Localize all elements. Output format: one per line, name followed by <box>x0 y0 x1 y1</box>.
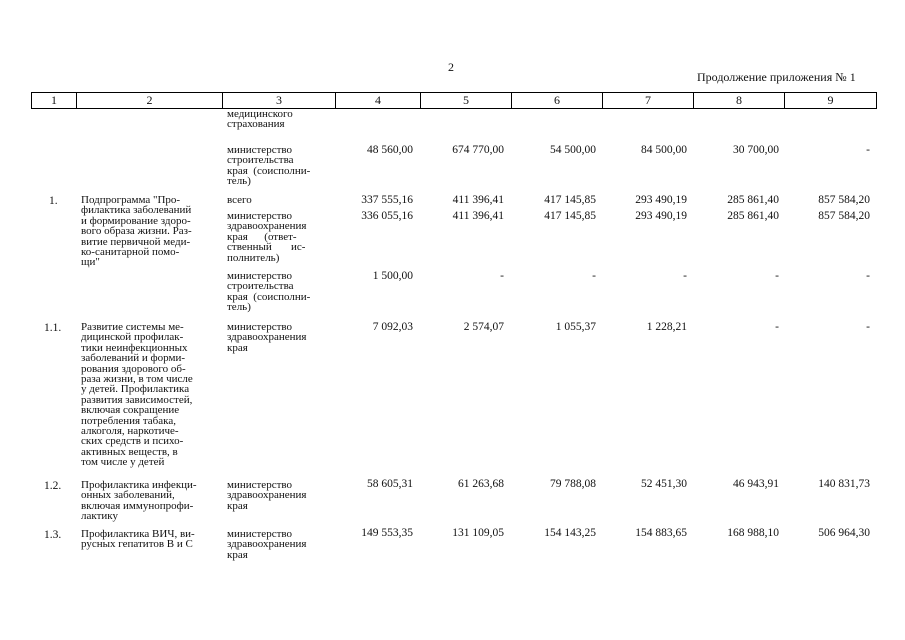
value-cell-col8: 46 943,91 <box>733 478 779 490</box>
executor-cell: министерство здравоохранения края (ответ- ственный ис- полнитель) <box>227 210 307 264</box>
value-cell-col5: 2 574,07 <box>463 321 504 333</box>
page-number: 2 <box>448 60 454 74</box>
value-cell-col4: 336 055,16 <box>361 210 413 222</box>
executor-cell: министерство здравоохранения края <box>227 479 307 512</box>
value-cell-col4: 58 605,31 <box>367 478 413 490</box>
value-cell-col8: 30 700,00 <box>733 144 779 156</box>
value-cell-col7: 1 228,21 <box>646 321 687 333</box>
executor-cell: министерство строительства края (соисполни- тель) <box>227 270 311 314</box>
value-cell-col6: - <box>592 270 596 282</box>
value-cell-col8: 285 861,40 <box>727 194 779 206</box>
row-number-cell: 1.1. <box>44 322 62 334</box>
value-cell-col5: 411 396,41 <box>452 194 504 206</box>
value-cell-col9: - <box>866 144 870 156</box>
value-cell-col9: 506 964,30 <box>818 527 870 539</box>
value-cell-col6: 417 145,85 <box>544 194 596 206</box>
column-header-2: 2 <box>76 92 222 108</box>
executor-cell: министерство здравоохранения края <box>227 528 307 561</box>
value-cell-col6: 79 788,08 <box>550 478 596 490</box>
value-cell-col6: 54 500,00 <box>550 144 596 156</box>
value-cell-col9: - <box>866 321 870 333</box>
row-number-cell: 1.3. <box>44 529 62 541</box>
column-header-6: 6 <box>511 92 602 108</box>
value-cell-col5: 61 263,68 <box>458 478 504 490</box>
column-header-3: 3 <box>222 92 335 108</box>
column-header-7: 7 <box>602 92 693 108</box>
executor-cell: министерство здравоохранения края <box>227 321 307 354</box>
value-cell-col4: 7 092,03 <box>372 321 413 333</box>
column-header-4: 4 <box>335 92 420 108</box>
value-cell-col4: 337 555,16 <box>361 194 413 206</box>
value-cell-col7: 293 490,19 <box>635 194 687 206</box>
row-name-cell: Профилактика ВИЧ, ви- русных гепатитов В и С <box>81 528 195 551</box>
value-cell-col5: 131 109,05 <box>452 527 504 539</box>
value-cell-col4: 1 500,00 <box>372 270 413 282</box>
value-cell-col8: - <box>775 321 779 333</box>
value-cell-col8: - <box>775 270 779 282</box>
row-name-cell: Развитие системы ме- дицинской профилак- тики неинфекционных заболеваний и форми- рования здорового об- раза жизни, в том числе у детей. Профилактика развития зависимостей, включая сокращение потребления табака, алкоголя, наркотиче- ских средств и психо- активных веществ, в том числе у детей <box>81 321 193 469</box>
value-cell-col7: 84 500,00 <box>641 144 687 156</box>
row-number-cell: 1.2. <box>44 480 62 492</box>
value-cell-col6: 1 055,37 <box>555 321 596 333</box>
value-cell-col5: - <box>500 270 504 282</box>
executor-cell: всего <box>227 194 252 206</box>
value-cell-col9: 140 831,73 <box>818 478 870 490</box>
column-header-1: 1 <box>31 92 76 108</box>
value-cell-col9: 857 584,20 <box>818 210 870 222</box>
row-number-cell: 1. <box>49 195 58 207</box>
value-cell-col7: 52 451,30 <box>641 478 687 490</box>
value-cell-col9: 857 584,20 <box>818 194 870 206</box>
value-cell-col5: 674 770,00 <box>452 144 504 156</box>
value-cell-col4: 149 553,35 <box>361 527 413 539</box>
value-cell-col6: 417 145,85 <box>544 210 596 222</box>
executor-cell: медицинского страхования <box>227 108 293 131</box>
value-cell-col8: 168 988,10 <box>727 527 779 539</box>
value-cell-col9: - <box>866 270 870 282</box>
continuation-title: Продолжение приложения № 1 <box>697 70 856 84</box>
value-cell-col8: 285 861,40 <box>727 210 779 222</box>
column-header-5: 5 <box>420 92 511 108</box>
executor-cell: министерство строительства края (соисполни- тель) <box>227 144 311 188</box>
value-cell-col7: 293 490,19 <box>635 210 687 222</box>
header-bottom-border <box>31 108 877 109</box>
row-name-cell: Профилактика инфекци- онных заболеваний, включая иммунопрофи- лактику <box>81 479 197 523</box>
column-header-9: 9 <box>784 92 877 108</box>
row-name-cell: Подпрограмма "Про- филактика заболеваний и формирование здоро- вого образа жизни. Раз- витие первичной меди- ко-санитарной помо- щи" <box>81 194 192 269</box>
column-header-row <box>31 92 877 108</box>
value-cell-col5: 411 396,41 <box>452 210 504 222</box>
column-header-8: 8 <box>693 92 784 108</box>
value-cell-col4: 48 560,00 <box>367 144 413 156</box>
value-cell-col7: - <box>683 270 687 282</box>
value-cell-col6: 154 143,25 <box>544 527 596 539</box>
value-cell-col7: 154 883,65 <box>635 527 687 539</box>
